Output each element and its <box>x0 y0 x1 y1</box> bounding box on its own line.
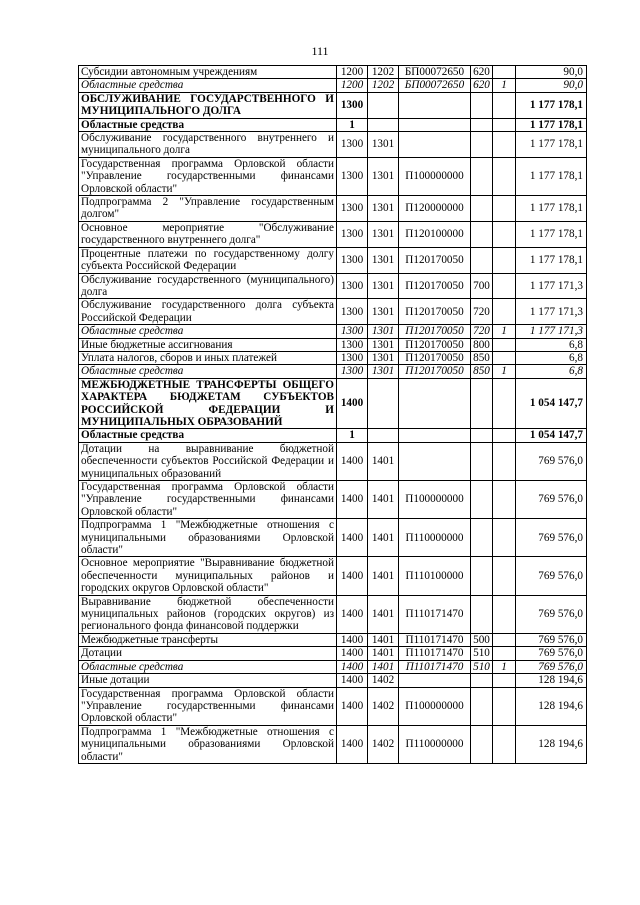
expense-type-code-cell <box>471 442 493 480</box>
expense-type-code-cell <box>471 196 493 222</box>
subsection-code-cell: 1301 <box>368 338 399 351</box>
amount-cell: 1 177 178,1 <box>516 221 587 247</box>
row-name-cell: Областные средства <box>79 660 337 673</box>
target-item-code-cell: П110000000 <box>399 519 471 557</box>
section-code-cell: 1300 <box>337 338 368 351</box>
funding-source-cell <box>493 519 516 557</box>
amount-cell: 1 177 178,1 <box>516 132 587 158</box>
row-name-cell: Государственная программа Орловской области "Управление государственными финансами Орловской области" <box>79 157 337 195</box>
amount-cell: 6,8 <box>516 365 587 378</box>
table-row <box>79 660 587 673</box>
funding-source-cell <box>493 118 516 131</box>
amount-cell: 1 054 147,7 <box>516 429 587 442</box>
page-number: 111 <box>311 44 329 58</box>
expense-type-code-cell: 720 <box>471 299 493 325</box>
subsection-code-cell: 1301 <box>368 351 399 364</box>
expense-type-code-cell: 800 <box>471 338 493 351</box>
target-item-code-cell: БП00072650 <box>399 79 471 92</box>
expense-type-code-cell: 850 <box>471 365 493 378</box>
table-row <box>79 481 587 519</box>
funding-source-cell: 1 <box>493 79 516 92</box>
subsection-code-cell: 1301 <box>368 247 399 273</box>
expense-type-code-cell <box>471 674 493 687</box>
table-row <box>79 557 587 595</box>
amount-cell: 128 194,6 <box>516 674 587 687</box>
table-row <box>79 442 587 480</box>
table-row <box>79 429 587 442</box>
amount-cell: 1 177 178,1 <box>516 196 587 222</box>
amount-cell: 769 576,0 <box>516 442 587 480</box>
amount-cell: 769 576,0 <box>516 647 587 660</box>
row-name-cell: Процентные платежи по государственному долгу субъекта Российской Федерации <box>79 247 337 273</box>
row-name-cell: Государственная программа Орловской области "Управление государственными финансами Орловской области" <box>79 481 337 519</box>
subsection-code-cell: 1202 <box>368 66 399 79</box>
row-name-cell: Выравнивание бюджетной обеспеченности муниципальных районов (городских округов) из регионального фонда финансовой поддержки <box>79 595 337 633</box>
row-name-cell: Уплата налогов, сборов и иных платежей <box>79 351 337 364</box>
expense-type-code-cell: 510 <box>471 647 493 660</box>
subsection-code-cell: 1301 <box>368 273 399 299</box>
expense-type-code-cell <box>471 378 493 429</box>
row-name-cell: Иные бюджетные ассигнования <box>79 338 337 351</box>
expense-type-code-cell <box>471 221 493 247</box>
amount-cell: 769 576,0 <box>516 519 587 557</box>
funding-source-cell <box>493 442 516 480</box>
target-item-code-cell: П120170050 <box>399 299 471 325</box>
funding-source-cell <box>493 633 516 646</box>
row-name-cell: Обслуживание государственного (муниципального) долга <box>79 273 337 299</box>
table-row <box>79 157 587 195</box>
table-row <box>79 519 587 557</box>
row-name-cell: ОБСЛУЖИВАНИЕ ГОСУДАРСТВЕННОГО И МУНИЦИПАЛЬНОГО ДОЛГА <box>79 92 337 118</box>
row-name-cell: Субсидии автономным учреждениям <box>79 66 337 79</box>
amount-cell: 128 194,6 <box>516 687 587 725</box>
budget-table-body <box>79 66 587 764</box>
funding-source-cell <box>493 221 516 247</box>
target-item-code-cell <box>399 132 471 158</box>
row-name-cell: Подпрограмма 1 "Межбюджетные отношения с муниципальными образованиями Орловской области" <box>79 519 337 557</box>
expense-type-code-cell <box>471 92 493 118</box>
table-row <box>79 687 587 725</box>
expense-type-code-cell <box>471 519 493 557</box>
target-item-code-cell <box>399 92 471 118</box>
expense-type-code-cell <box>471 132 493 158</box>
table-row <box>79 79 587 92</box>
expense-type-code-cell: 700 <box>471 273 493 299</box>
table-row <box>79 378 587 429</box>
section-code-cell: 1400 <box>337 633 368 646</box>
target-item-code-cell: П110000000 <box>399 725 471 763</box>
subsection-code-cell: 1402 <box>368 687 399 725</box>
section-code-cell: 1300 <box>337 351 368 364</box>
section-code-cell: 1300 <box>337 196 368 222</box>
section-code-cell: 1300 <box>337 273 368 299</box>
subsection-code-cell: 1301 <box>368 221 399 247</box>
expense-type-code-cell: 850 <box>471 351 493 364</box>
amount-cell: 1 177 178,1 <box>516 247 587 273</box>
table-row <box>79 325 587 338</box>
expense-type-code-cell: 620 <box>471 79 493 92</box>
funding-source-cell <box>493 378 516 429</box>
expense-type-code-cell <box>471 118 493 131</box>
amount-cell: 6,8 <box>516 351 587 364</box>
section-code-cell: 1 <box>337 118 368 131</box>
funding-source-cell <box>493 557 516 595</box>
section-code-cell: 1200 <box>337 66 368 79</box>
section-code-cell: 1 <box>337 429 368 442</box>
funding-source-cell <box>493 92 516 118</box>
subsection-code-cell <box>368 429 399 442</box>
amount-cell: 769 576,0 <box>516 660 587 673</box>
target-item-code-cell: П120100000 <box>399 221 471 247</box>
amount-cell: 769 576,0 <box>516 481 587 519</box>
funding-source-cell <box>493 338 516 351</box>
funding-source-cell: 1 <box>493 325 516 338</box>
target-item-code-cell: П120170050 <box>399 325 471 338</box>
row-name-cell: Обслуживание государственного внутреннего и муниципального долга <box>79 132 337 158</box>
amount-cell: 1 177 178,1 <box>516 92 587 118</box>
subsection-code-cell: 1401 <box>368 595 399 633</box>
table-row <box>79 595 587 633</box>
expense-type-code-cell <box>471 247 493 273</box>
subsection-code-cell: 1401 <box>368 519 399 557</box>
subsection-code-cell: 1402 <box>368 674 399 687</box>
subsection-code-cell: 1401 <box>368 557 399 595</box>
subsection-code-cell: 1301 <box>368 299 399 325</box>
funding-source-cell <box>493 132 516 158</box>
target-item-code-cell: П110171470 <box>399 595 471 633</box>
amount-cell: 1 177 178,1 <box>516 157 587 195</box>
table-row <box>79 221 587 247</box>
row-name-cell: Государственная программа Орловской области "Управление государственными финансами Орловской области" <box>79 687 337 725</box>
row-name-cell: Дотации на выравнивание бюджетной обеспеченности субъектов Российской Федерации и муниципальных образований <box>79 442 337 480</box>
row-name-cell: Областные средства <box>79 118 337 131</box>
table-row <box>79 338 587 351</box>
section-code-cell: 1400 <box>337 647 368 660</box>
target-item-code-cell: П100000000 <box>399 157 471 195</box>
amount-cell: 769 576,0 <box>516 595 587 633</box>
section-code-cell: 1200 <box>337 79 368 92</box>
section-code-cell: 1400 <box>337 557 368 595</box>
target-item-code-cell: П110171470 <box>399 647 471 660</box>
row-name-cell: Областные средства <box>79 429 337 442</box>
target-item-code-cell: П110171470 <box>399 633 471 646</box>
table-row <box>79 118 587 131</box>
subsection-code-cell: 1301 <box>368 325 399 338</box>
section-code-cell: 1400 <box>337 442 368 480</box>
section-code-cell: 1400 <box>337 519 368 557</box>
row-name-cell: Основное мероприятие "Выравнивание бюджетной обеспеченности муниципальных районов и городских округов Орловской области" <box>79 557 337 595</box>
section-code-cell: 1300 <box>337 92 368 118</box>
target-item-code-cell: П110171470 <box>399 660 471 673</box>
section-code-cell: 1300 <box>337 325 368 338</box>
row-name-cell: Обслуживание государственного долга субъекта Российской Федерации <box>79 299 337 325</box>
subsection-code-cell <box>368 378 399 429</box>
funding-source-cell <box>493 687 516 725</box>
row-name-cell: Областные средства <box>79 365 337 378</box>
target-item-code-cell <box>399 118 471 131</box>
subsection-code-cell <box>368 92 399 118</box>
table-row <box>79 196 587 222</box>
row-name-cell: Основное мероприятие "Обслуживание государственного внутреннего долга" <box>79 221 337 247</box>
target-item-code-cell: П120170050 <box>399 273 471 299</box>
table-row <box>79 351 587 364</box>
amount-cell: 1 177 178,1 <box>516 118 587 131</box>
target-item-code-cell: П100000000 <box>399 687 471 725</box>
funding-source-cell <box>493 674 516 687</box>
expense-type-code-cell <box>471 595 493 633</box>
subsection-code-cell: 1401 <box>368 660 399 673</box>
row-name-cell: Областные средства <box>79 79 337 92</box>
amount-cell: 128 194,6 <box>516 725 587 763</box>
expense-type-code-cell: 510 <box>471 660 493 673</box>
section-code-cell: 1300 <box>337 132 368 158</box>
funding-source-cell <box>493 157 516 195</box>
subsection-code-cell: 1402 <box>368 725 399 763</box>
expense-type-code-cell <box>471 157 493 195</box>
subsection-code-cell: 1401 <box>368 442 399 480</box>
section-code-cell: 1300 <box>337 365 368 378</box>
target-item-code-cell: П120170050 <box>399 365 471 378</box>
target-item-code-cell: П120170050 <box>399 351 471 364</box>
amount-cell: 90,0 <box>516 66 587 79</box>
subsection-code-cell <box>368 118 399 131</box>
funding-source-cell <box>493 299 516 325</box>
amount-cell: 1 177 171,3 <box>516 273 587 299</box>
section-code-cell: 1300 <box>337 247 368 273</box>
target-item-code-cell <box>399 442 471 480</box>
row-name-cell: Подпрограмма 1 "Межбюджетные отношения с муниципальными образованиями Орловской области" <box>79 725 337 763</box>
amount-cell: 769 576,0 <box>516 633 587 646</box>
target-item-code-cell: П120170050 <box>399 338 471 351</box>
funding-source-cell: 1 <box>493 660 516 673</box>
section-code-cell: 1300 <box>337 221 368 247</box>
funding-source-cell <box>493 725 516 763</box>
section-code-cell: 1400 <box>337 725 368 763</box>
table-row <box>79 247 587 273</box>
table-row <box>79 365 587 378</box>
table-row <box>79 92 587 118</box>
amount-cell: 90,0 <box>516 79 587 92</box>
expense-type-code-cell <box>471 429 493 442</box>
row-name-cell: Подпрограмма 2 "Управление государственным долгом" <box>79 196 337 222</box>
target-item-code-cell: П120170050 <box>399 247 471 273</box>
subsection-code-cell: 1401 <box>368 481 399 519</box>
section-code-cell: 1400 <box>337 595 368 633</box>
target-item-code-cell: П120000000 <box>399 196 471 222</box>
funding-source-cell <box>493 273 516 299</box>
section-code-cell: 1300 <box>337 299 368 325</box>
row-name-cell: МЕЖБЮДЖЕТНЫЕ ТРАНСФЕРТЫ ОБЩЕГО ХАРАКТЕРА БЮДЖЕТАМ СУБЪЕКТОВ РОССИЙСКОЙ ФЕДЕРАЦИИ И МУНИЦИПАЛЬНЫХ ОБРАЗОВАНИЙ <box>79 378 337 429</box>
table-row <box>79 299 587 325</box>
funding-source-cell <box>493 481 516 519</box>
funding-source-cell <box>493 196 516 222</box>
subsection-code-cell: 1301 <box>368 157 399 195</box>
amount-cell: 1 177 171,3 <box>516 325 587 338</box>
subsection-code-cell: 1301 <box>368 196 399 222</box>
section-code-cell: 1400 <box>337 481 368 519</box>
subsection-code-cell: 1401 <box>368 647 399 660</box>
amount-cell: 1 177 171,3 <box>516 299 587 325</box>
row-name-cell: Областные средства <box>79 325 337 338</box>
row-name-cell: Иные дотации <box>79 674 337 687</box>
funding-source-cell <box>493 66 516 79</box>
expense-type-code-cell <box>471 725 493 763</box>
table-row <box>79 273 587 299</box>
target-item-code-cell: П100000000 <box>399 481 471 519</box>
funding-source-cell <box>493 351 516 364</box>
expense-type-code-cell <box>471 557 493 595</box>
section-code-cell: 1300 <box>337 157 368 195</box>
table-row <box>79 66 587 79</box>
target-item-code-cell <box>399 378 471 429</box>
funding-source-cell <box>493 647 516 660</box>
funding-source-cell <box>493 595 516 633</box>
table-row <box>79 647 587 660</box>
target-item-code-cell <box>399 674 471 687</box>
budget-table <box>78 65 587 764</box>
subsection-code-cell: 1202 <box>368 79 399 92</box>
subsection-code-cell: 1301 <box>368 132 399 158</box>
row-name-cell: Дотации <box>79 647 337 660</box>
subsection-code-cell: 1401 <box>368 633 399 646</box>
amount-cell: 769 576,0 <box>516 557 587 595</box>
table-row <box>79 674 587 687</box>
amount-cell: 1 054 147,7 <box>516 378 587 429</box>
target-item-code-cell: БП00072650 <box>399 66 471 79</box>
section-code-cell: 1400 <box>337 378 368 429</box>
target-item-code-cell: П110100000 <box>399 557 471 595</box>
amount-cell: 6,8 <box>516 338 587 351</box>
section-code-cell: 1400 <box>337 660 368 673</box>
row-name-cell: Межбюджетные трансферты <box>79 633 337 646</box>
section-code-cell: 1400 <box>337 687 368 725</box>
expense-type-code-cell <box>471 481 493 519</box>
target-item-code-cell <box>399 429 471 442</box>
subsection-code-cell: 1301 <box>368 365 399 378</box>
funding-source-cell: 1 <box>493 365 516 378</box>
table-row <box>79 633 587 646</box>
expense-type-code-cell: 620 <box>471 66 493 79</box>
section-code-cell: 1400 <box>337 674 368 687</box>
table-row <box>79 132 587 158</box>
funding-source-cell <box>493 429 516 442</box>
table-row <box>79 725 587 763</box>
funding-source-cell <box>493 247 516 273</box>
expense-type-code-cell <box>471 687 493 725</box>
expense-type-code-cell: 500 <box>471 633 493 646</box>
expense-type-code-cell: 720 <box>471 325 493 338</box>
